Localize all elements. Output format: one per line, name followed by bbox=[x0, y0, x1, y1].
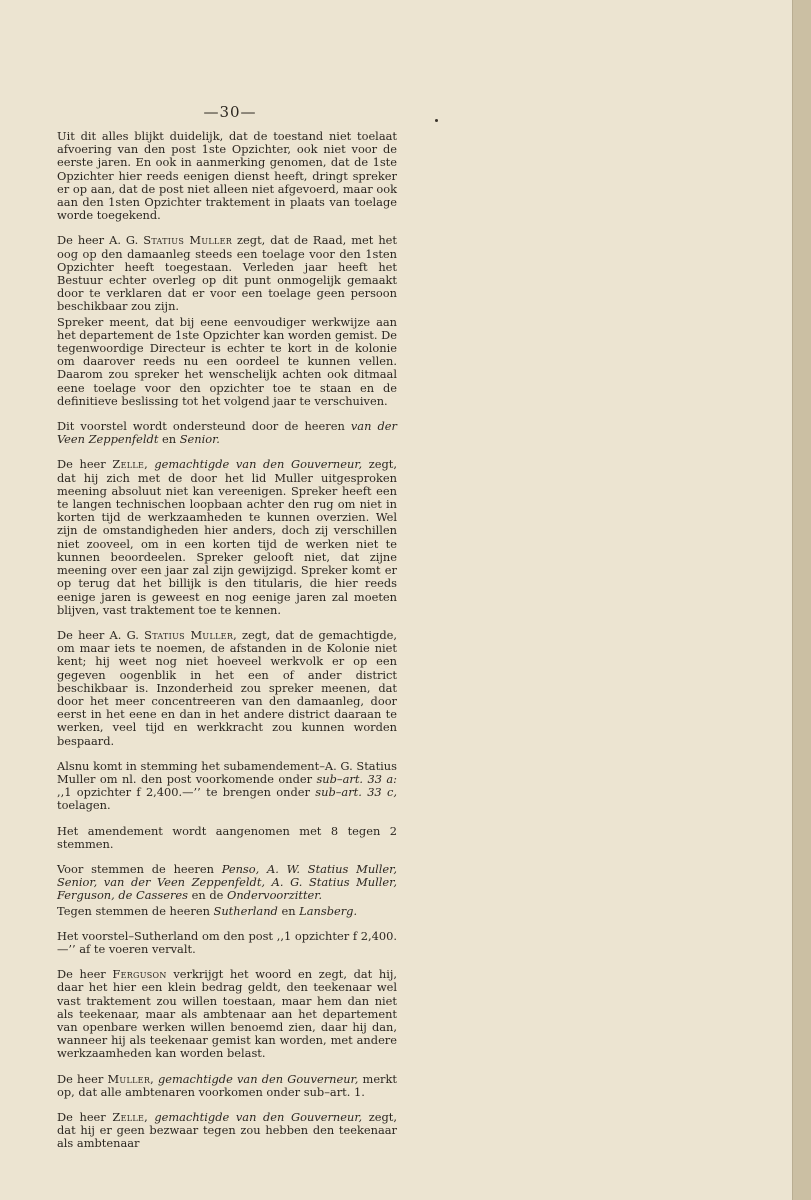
paragraph-8: Het amendement wordt aangenomen met 8 tegen 2 stemmen. bbox=[57, 823, 397, 851]
speaker-name: Ferguson bbox=[112, 967, 167, 982]
speaker-name: Zelle bbox=[112, 1110, 145, 1124]
paragraph-4: Dit voorstel wordt ondersteund door de heeren van der Veen Zeppenfeldt en Senior. bbox=[57, 419, 397, 447]
paragraph-9: Voor stemmen de heeren Penso, A. W. Statius Muller, Senior, van der Veen Zeppenfeldt, A. G. Statius Muller, Ferguson, de Casseres en de Ondervoorzitter. bbox=[57, 861, 397, 903]
paragraph-3: Spreker meent, dat bij eene eenvoudiger werkwijze aan het departement de 1ste Opzichter kan worden gemist. De tegenwoordige Directeur is echter te kort in de kolonie om daarover reeds nu een oordeel te kunnen vellen. Daarom zou spreker het wenschelijk achten ook ditmaal eene toelage voor den opzichter toe te staan en de definitieve beslissing tot het volgend jaar te verschuiven. bbox=[57, 314, 397, 408]
text-column bbox=[57, 130, 397, 1151]
speaker-name: Muller bbox=[107, 1071, 151, 1086]
page-number: —30— bbox=[203, 103, 257, 121]
scan-edge-strip bbox=[792, 0, 811, 1200]
paragraph-1: Uit dit alles blijkt duidelijk, dat de toestand niet toelaat afvoering van den post 1ste Opzichter, ook niet voor de eerste jaren. En ook in aanmerking genomen, dat de 1ste Opzichter hier reeds eenigen dienst heeft, dringt spreker er op aan, dat de post niet alleen niet afgevoerd, maar ook aan den 1sten Opzichter traktement in plaats van toelage worde toegekend. bbox=[57, 129, 397, 223]
paragraph-12: De heer Ferguson verkrijgt het woord en zegt, dat hij, daar het hier een klein bedrag geldt, den teekenaar wel vast traktement zou willen toestaan, maar hem dan niet als teekenaar, maar als ambtenaar aan het departement van openbare werken willen benoemd zien, daar hij dan, wanneer hij als teekenaar gemist kan worden, met andere werkzaamheden kan worden belast. bbox=[57, 967, 397, 1061]
speck-mark bbox=[435, 119, 438, 122]
paragraph-2: De heer A. G. Statius Muller zegt, dat de Raad, met het oog op den damaanleg steeds een toelage voor den 1sten Opzichter heeft toegestaan. Verleden jaar heeft het Bestuur echter overleg op dit punt onmogelijk gemaakt door te verklaren dat er voor een toelage geen persoon beschikbaar zou zijn. bbox=[57, 233, 397, 314]
paragraph-10: Tegen stemmen de heeren Sutherland en Lansberg. bbox=[57, 903, 358, 918]
paragraph-7: Alsnu komt in stemming het subamendement–A. G. Statius Muller om nl. den post voorkomende onder sub–art. 33 a: ,,1 opzichter f 2,400.—’’ te brengen onder sub–art. 33 c, toelagen. bbox=[57, 758, 398, 813]
paragraph-11: Het voorstel–Sutherland om den post ,,1 opzichter f 2,400.—’’ af te voeren vervalt. bbox=[57, 928, 397, 956]
paragraph-14: De heer Zelle, gemachtigde van den Gouverneur, zegt, dat hij er geen bezwaar tegen zou hebben den teekenaar als ambtenaar bbox=[57, 1110, 397, 1151]
paragraph-5: De heer Zelle, gemachtigde van den Gouverneur, zegt, dat hij zich met de door het lid Muller uitgesproken meening absoluut niet kan vereenigen. Spreker heeft een te langen technischen loopbaan achter den rug om niet in korten tijd de werkzaamheden te kunnen overzien. Wel zijn de omstandigheden hier anders, doch zij verschillen niet zooveel, om in een korten tijd de werken niet te kunnen beoordeelen. Spreker gelooft niet, dat zijne meening over een jaar zal zijn gewijzigd. Spreker komt er op terug dat het billijk is den titularis, die hier reeds eenige jaren is geweest en nog eenige jaren zal moeten blijven, vast traktement toe te kennen. bbox=[57, 457, 397, 617]
paragraph-6: De heer A. G. Statius Muller, zegt, dat de gemachtigde, om maar iets te noemen, de afstanden in de Kolonie niet kent; hij weet nog niet hoeveel werkvolk er op een gegeven oogenblik in het een of ander district beschikbaar is. Inzonderheid zou spreker meenen, dat door het meer concentreeren van den damaanleg, door eerst in het eene en dan in het andere district daaraan te werken, veel tijd en werkkracht zou kunnen worden bespaard. bbox=[57, 627, 397, 748]
paragraph-13: De heer Muller, gemachtigde van den Gouverneur, merkt op, dat alle ambtenaren voorkomen onder sub–art. 1. bbox=[57, 1071, 397, 1099]
speaker-name: Statius Muller bbox=[144, 627, 234, 642]
speaker-name: Zelle bbox=[112, 457, 145, 472]
speaker-name: Statius Muller bbox=[143, 233, 233, 248]
